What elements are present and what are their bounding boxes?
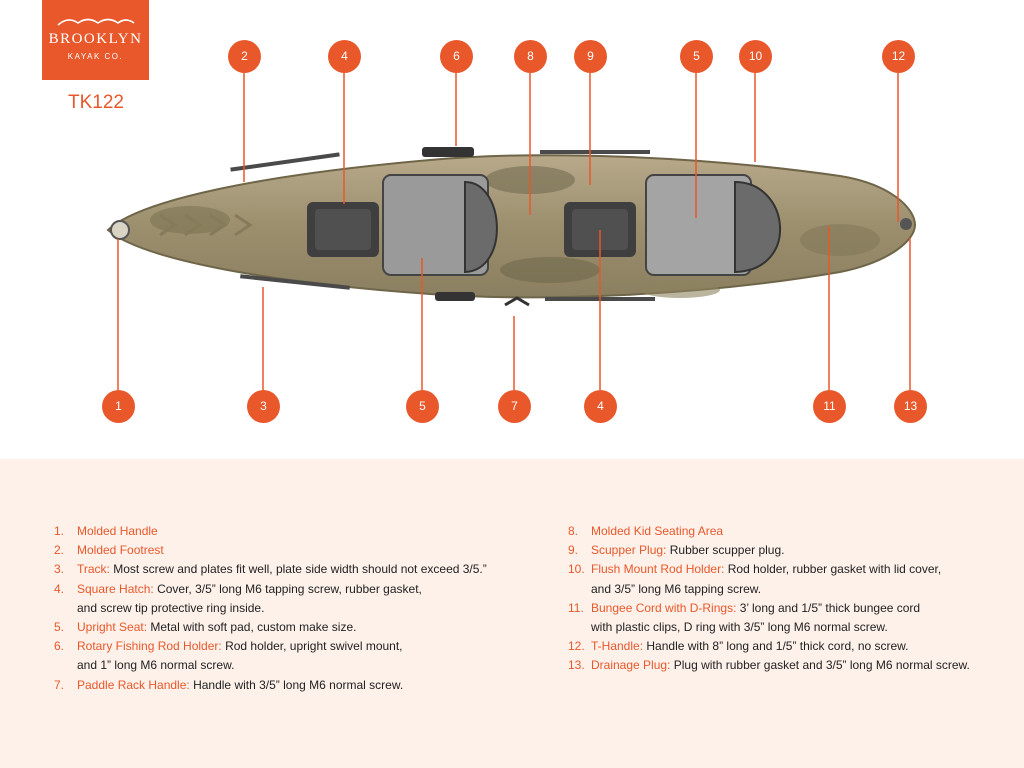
feature-description: Metal with soft pad, custom make size.: [150, 620, 357, 635]
feature-item: [54, 656, 534, 675]
feature-item: [54, 522, 534, 541]
feature-text: [591, 599, 1008, 618]
callout-marker: 3: [247, 390, 280, 423]
feature-number: 10.: [568, 562, 585, 577]
feature-item: [568, 618, 1008, 637]
feature-description: and 1” long M6 normal screw.: [77, 658, 235, 673]
feature-text: [591, 560, 1008, 579]
feature-number: 5.: [54, 620, 65, 635]
callout-marker: 5: [406, 390, 439, 423]
feature-description: and screw tip protective ring inside.: [77, 600, 265, 615]
feature-number: 9.: [568, 543, 579, 558]
feature-number: 11.: [568, 600, 584, 615]
brand-subtitle: KAYAK CO.: [67, 52, 124, 61]
feature-number: 3.: [54, 562, 65, 577]
feature-item: [54, 580, 534, 599]
feature-item: [568, 522, 1008, 541]
feature-description: Most screw and plates fit well, plate side width should not exceed 3/5.”: [113, 562, 487, 577]
feature-number: 4.: [54, 581, 65, 596]
feature-name: Track:: [77, 562, 110, 577]
feature-number: [54, 599, 77, 618]
feature-description: Rubber scupper plug.: [669, 543, 785, 558]
callout-marker: 12: [882, 40, 915, 73]
feature-item: [54, 541, 534, 560]
callout-marker: 4: [584, 390, 617, 423]
feature-name: Molded Handle: [77, 524, 158, 538]
feature-item: [568, 541, 1008, 560]
feature-number: [568, 580, 591, 599]
feature-text: [77, 637, 534, 656]
callout-marker: 8: [514, 40, 547, 73]
feature-text: [591, 637, 1008, 656]
feature-text: [591, 580, 1008, 599]
feature-name: Rotary Fishing Rod Holder:: [77, 639, 222, 654]
callout-marker: 13: [894, 390, 927, 423]
feature-description: 3’ long and 1/5” thick bungee cord: [739, 600, 921, 615]
brand-name: BROOKLYN: [48, 31, 143, 47]
feature-text: [591, 656, 1008, 675]
feature-list-left: [54, 522, 534, 695]
feature-description: and 3/5” long M6 tapping screw.: [591, 581, 762, 596]
feature-number: 12.: [568, 639, 585, 654]
feature-text: [77, 522, 534, 541]
feature-name: Molded Kid Seating Area: [591, 524, 724, 538]
feature-text: [591, 522, 1008, 541]
callout-marker: 10: [739, 40, 772, 73]
feature-text: [77, 560, 534, 579]
feature-number: 6.: [54, 639, 65, 654]
feature-number: 8.: [568, 524, 579, 538]
feature-item: [54, 599, 534, 618]
callout-marker: 2: [228, 40, 261, 73]
callout-marker: 11: [813, 390, 846, 423]
feature-text: [591, 618, 1008, 637]
feature-description: Rod holder, rubber gasket with lid cover,: [727, 562, 942, 577]
feature-list-right: [568, 522, 1008, 676]
feature-text: [77, 656, 534, 675]
feature-item: [54, 618, 534, 637]
callout-marker: 5: [680, 40, 713, 73]
feature-description: with plastic clips, D ring with 3/5” long M6 normal screw.: [591, 620, 888, 635]
feature-name: T-Handle:: [591, 639, 644, 654]
feature-name: Paddle Rack Handle:: [77, 677, 190, 692]
feature-text: [77, 618, 534, 637]
callout-marker: 6: [440, 40, 473, 73]
feature-text: [77, 599, 534, 618]
feature-name: Flush Mount Rod Holder:: [591, 562, 725, 577]
feature-number: 7.: [54, 677, 65, 692]
feature-name: Bungee Cord with D-Rings:: [591, 600, 737, 615]
callout-marker: 7: [498, 390, 531, 423]
callout-marker: 1: [102, 390, 135, 423]
feature-description: Handle with 3/5” long M6 normal screw.: [193, 677, 404, 692]
feature-item: [54, 637, 534, 656]
feature-name: Upright Seat:: [77, 620, 148, 635]
feature-number: [568, 618, 591, 637]
feature-item: [568, 656, 1008, 675]
feature-name: Molded Footrest: [77, 543, 164, 558]
feature-description: Handle with 8” long and 1/5” thick cord, no screw.: [646, 639, 909, 654]
feature-number: [54, 656, 77, 675]
model-number: TK122: [68, 92, 124, 113]
feature-text: [77, 580, 534, 599]
callout-marker: 4: [328, 40, 361, 73]
feature-description: Plug with rubber gasket and 3/5” long M6 normal screw.: [673, 658, 970, 673]
feature-item: [568, 599, 1008, 618]
feature-name: Drainage Plug:: [591, 658, 671, 673]
feature-text: [77, 541, 534, 560]
feature-text: [591, 541, 1008, 560]
feature-name: Square Hatch:: [77, 581, 154, 596]
feature-number: 13.: [568, 658, 585, 673]
callout-marker: 9: [574, 40, 607, 73]
feature-number: 1.: [54, 524, 65, 538]
feature-item: [568, 580, 1008, 599]
feature-item: [54, 560, 534, 579]
feature-description: Rod holder, upright swivel mount,: [225, 639, 403, 654]
feature-item: [568, 560, 1008, 579]
feature-item: [568, 637, 1008, 656]
feature-text: [77, 676, 534, 695]
feature-name: Scupper Plug:: [591, 543, 667, 558]
feature-number: 2.: [54, 543, 65, 558]
feature-item: [54, 676, 534, 695]
feature-description: Cover, 3/5” long M6 tapping screw, rubber gasket,: [157, 581, 422, 596]
